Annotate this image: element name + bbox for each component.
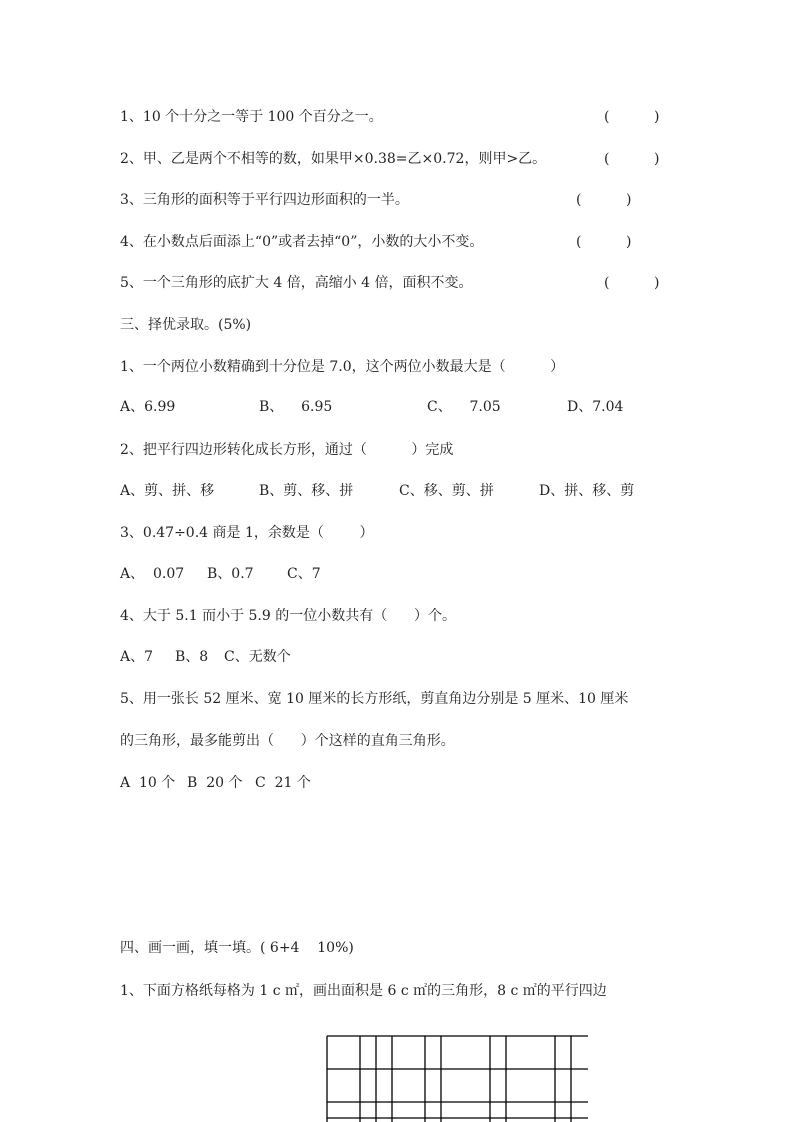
section3-title: 三、择优录取。(5%) — [120, 317, 252, 333]
judge-item-4: 4、在小数点后面添上“0”或者去掉“0”，小数的大小不变。 — [120, 234, 484, 250]
question-3-1: 1、一个两位小数精确到十分位是 7.0，这个两位小数最大是（ ） — [120, 359, 565, 375]
option: B、剪、移、拼 — [259, 483, 354, 499]
option: A、7 — [120, 649, 154, 665]
answer-paren-4: ( ) — [576, 234, 632, 250]
judge-item-3: 3、三角形的面积等于平行四边形面积的一半。 — [120, 192, 409, 208]
option: D、拼、移、剪 — [539, 483, 635, 499]
judge-item-2: 2、甲、乙是两个不相等的数，如果甲×0.38=乙×0.72，则甲>乙。 — [120, 151, 547, 167]
option: C 21 个 — [255, 775, 311, 791]
question-3-5: 5、用一张长 52 厘米、宽 10 厘米的长方形纸，剪直角边分别是 5 厘米、10 厘米 — [120, 691, 629, 707]
judge-item-5: 5、一个三角形的底扩大 4 倍，高缩小 4 倍，面积不变。 — [120, 275, 473, 291]
option: B、 6.95 — [259, 399, 333, 415]
option: A、 0.07 — [120, 566, 185, 582]
judge-item-1: 1、10 个十分之一等于 100 个百分之一。 — [120, 109, 383, 125]
answer-paren-2: ( ) — [604, 151, 660, 167]
answer-paren-5: ( ) — [604, 275, 660, 291]
option: C、7 — [287, 566, 321, 582]
answer-paren-1: ( ) — [604, 109, 660, 125]
option: D、7.04 — [567, 399, 624, 415]
option: B、8 — [175, 649, 209, 665]
option: B、0.7 — [207, 566, 254, 582]
answer-paren-3: ( ) — [576, 192, 632, 208]
question-3-2: 2、把平行四边形转化成长方形，通过（ ）完成 — [120, 442, 454, 458]
question-3-5-cont: 的三角形，最多能剪出（ ）个这样的直角三角形。 — [120, 733, 455, 749]
section4-title: 四、画一画，填一填。( 6+4 10%) — [120, 940, 354, 956]
option: C、移、剪、拼 — [399, 483, 494, 499]
question-3-3: 3、0.47÷0.4 商是 1，余数是（ ） — [120, 525, 374, 541]
option: A、6.99 — [120, 399, 176, 415]
question-4-1: 1、下面方格纸每格为 1 c ㎡，画出面积是 6 c ㎡的三角形，8 c ㎡的平行四边 — [120, 983, 607, 999]
option: B 20 个 — [187, 775, 243, 791]
question-3-4: 4、大于 5.1 而小于 5.9 的一位小数共有（ ）个。 — [120, 608, 456, 624]
option: A、剪、拼、移 — [120, 483, 215, 499]
option: C、无数个 — [224, 649, 291, 665]
option: A 10 个 — [120, 775, 176, 791]
option: C、 7.05 — [427, 399, 501, 415]
